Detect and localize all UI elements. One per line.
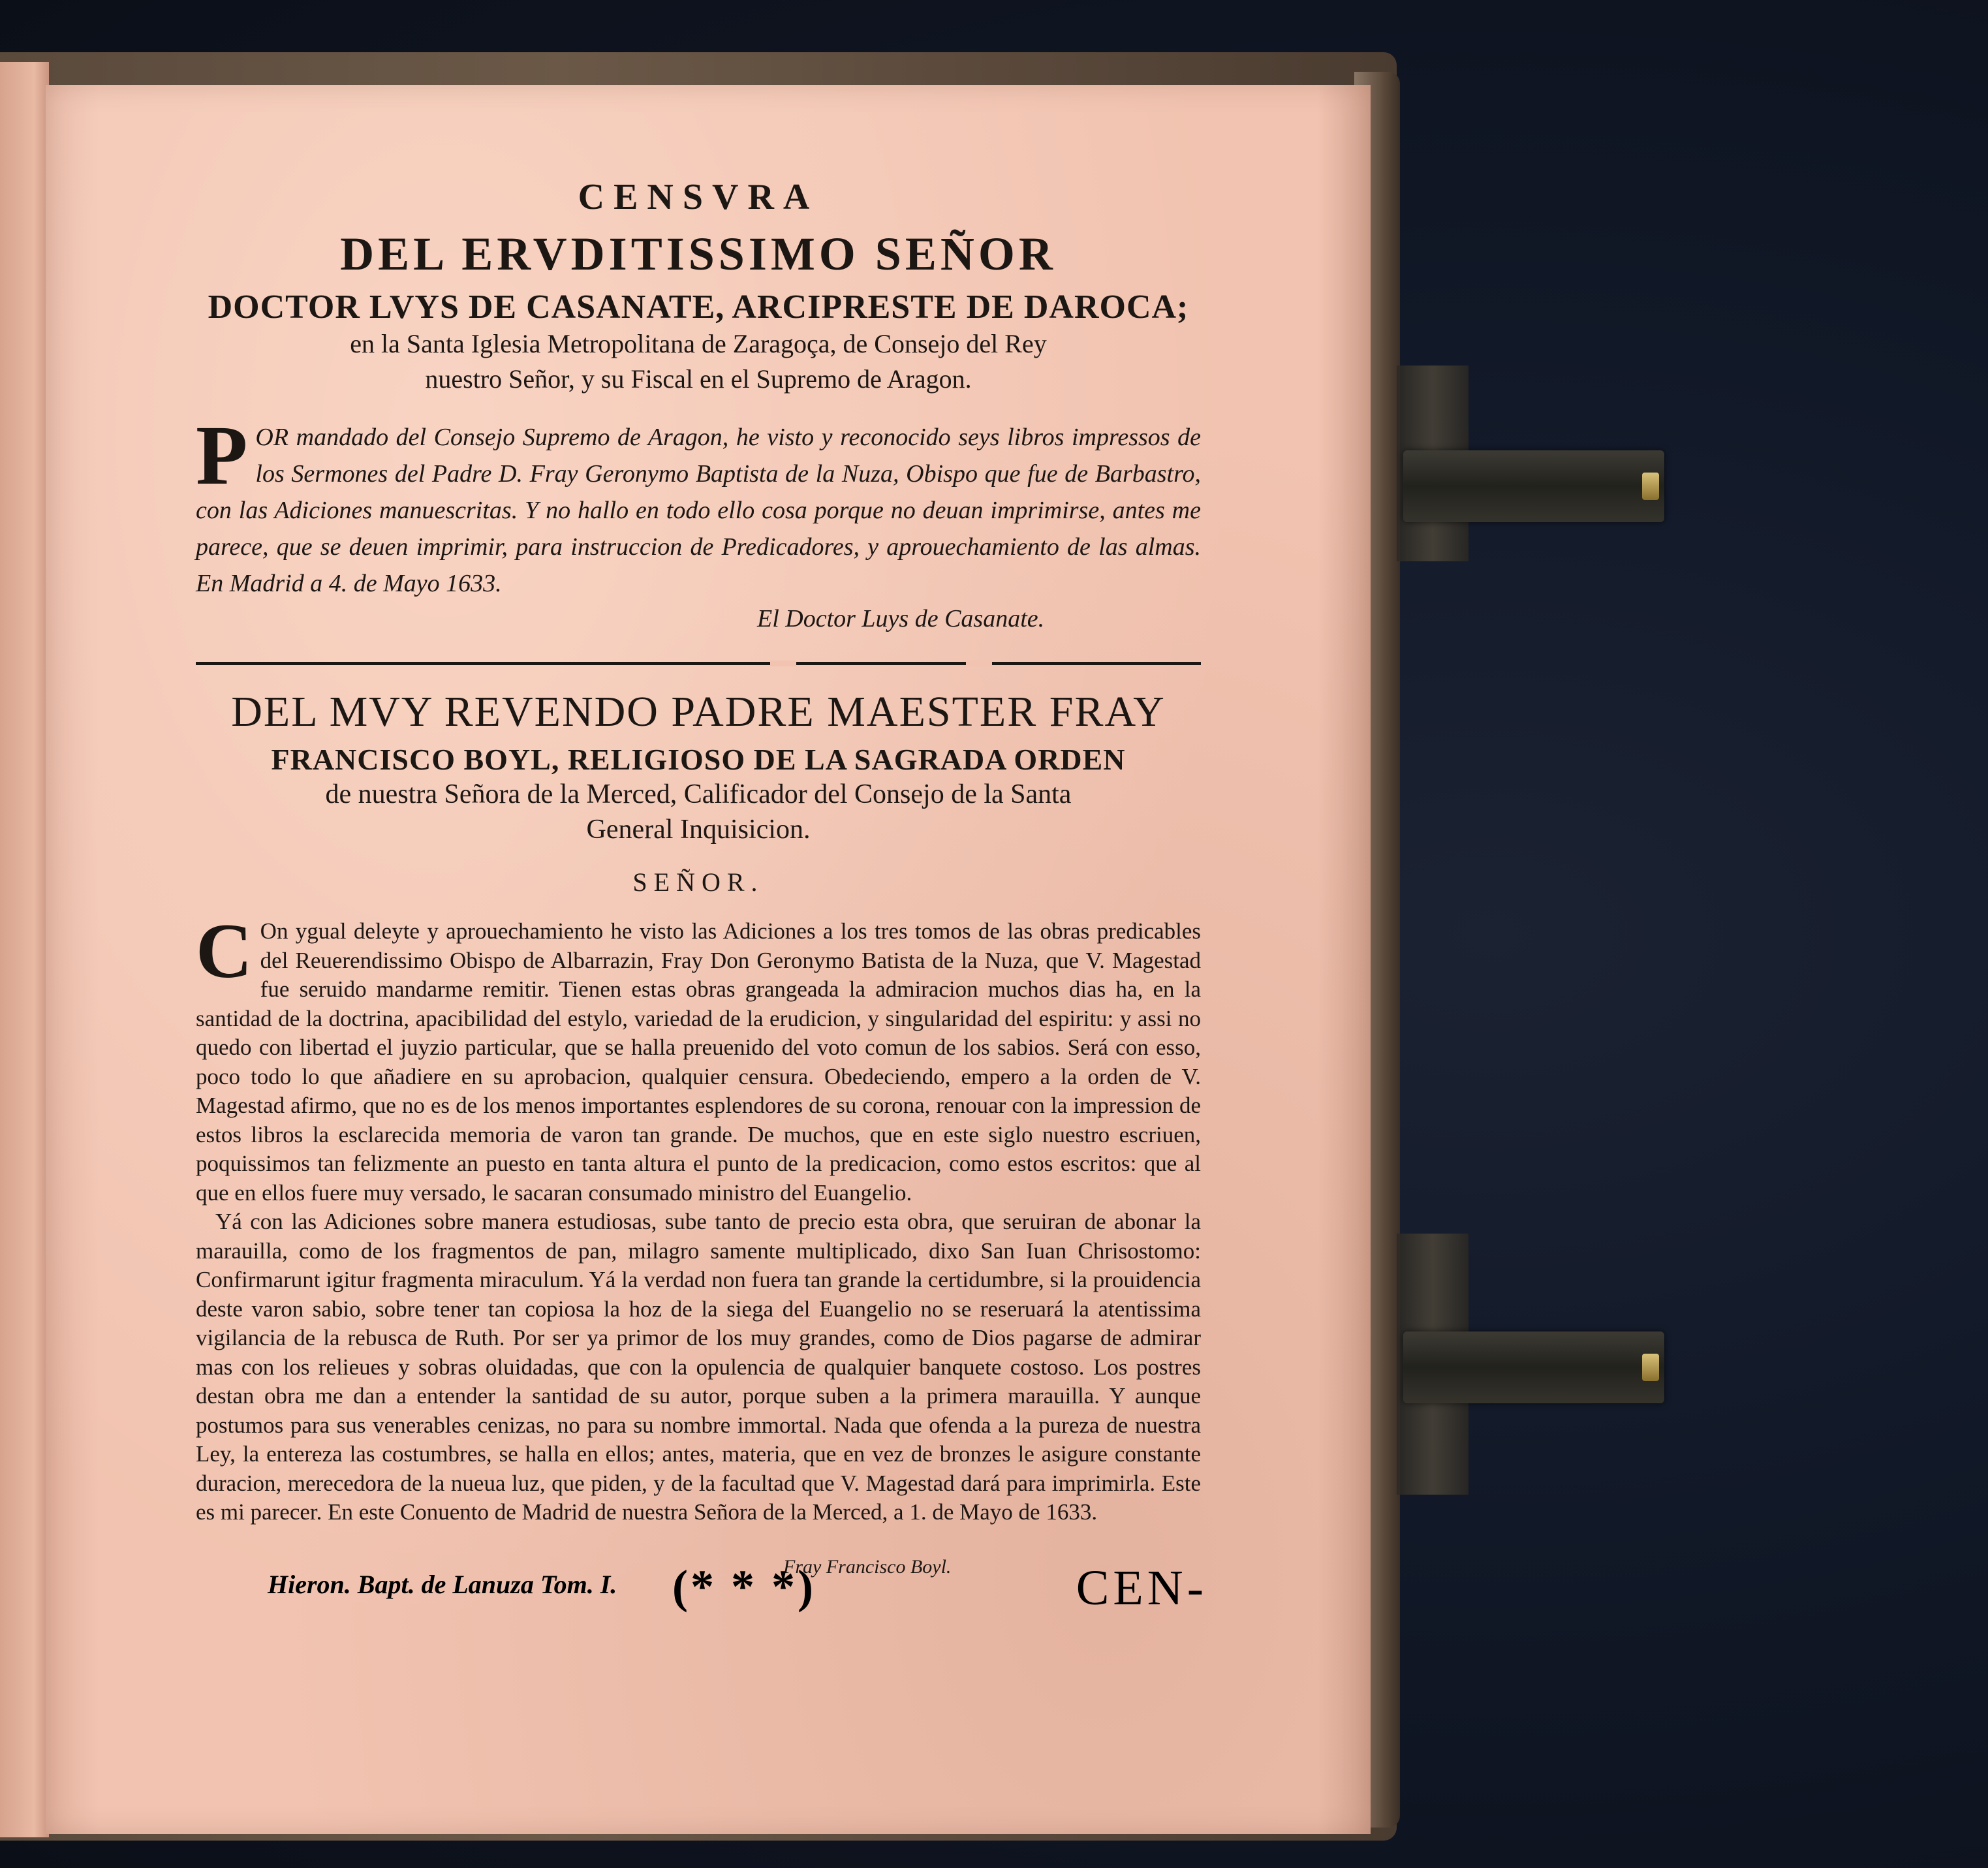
- censura-title: DEL ERVDITISSIMO SEÑOR: [340, 228, 1057, 280]
- boyl-subtitle-line-2: General Inquisicion.: [586, 815, 811, 845]
- censura-heading: CENSVRA: [578, 177, 819, 217]
- boyl-paragraph-1: [196, 907, 1201, 1207]
- boyl-paragraph-1-text: On ygual deleyte y aprouechamiento he visto las Adiciones a los tres tomos de las obras predicables del Reuerendissimo Obispo de Albarrazin, Fray Don Geronymo Batista de la Nuza, que V. Magestad fue seruido mandarme remitir. Tienen estas obras grangeada la admiracion muchos dias ha, en la santidad de la doctrina, apacibilidad del estylo, variedad de la erudicion, y singularidad del espiritu: y assi no quedo con libertad el juyzio particular, que se halla preuenido del voto comun de los sabios. Será con esso, poco todo lo que añadiere en su aprobacion, qualquier censura. Obedeciendo, empero a la orden de V. Magestad afirmo, que no es de los menos importantes esplendores de su corona, renouar con la impression de estos libros la esclarecida memoria de varon tan grande. De muchos, que en este siglo nuestro escriuen, poquissimos tan felizmente an puesto en tanta altura el punto de la predicacion, como estos escritos: que al que en ellos fuere muy versado, le sacaran consumado ministro del Euangelio.: [196, 918, 1201, 1206]
- upper-clasp-pin: [1642, 473, 1659, 500]
- catchword: CEN-: [1076, 1561, 1207, 1615]
- boyl-dropcap: C: [196, 907, 253, 994]
- censura-doctor-line: DOCTOR LVYS DE CASANATE, ARCIPRESTE DE DAROCA;: [208, 288, 1189, 326]
- lower-clasp: [1403, 1331, 1664, 1403]
- left-page-edge: [0, 62, 49, 1837]
- boyl-title: DEL MVY REVENDO PADRE MAESTER FRAY: [231, 688, 1166, 736]
- censura-subtitle-line-1: en la Santa Iglesia Metropolitana de Zaragoça, de Consejo del Rey: [350, 329, 1047, 358]
- censura-dropcap: P: [196, 409, 248, 503]
- boyl-name-line: FRANCISCO BOYL, RELIGIOSO DE LA SAGRADA ORDEN: [271, 743, 1126, 776]
- page-footer: [268, 1560, 1207, 1632]
- censura-signature: El Doctor Luys de Casanate.: [757, 605, 1045, 632]
- boyl-paragraph-2: Yá con las Adiciones sobre manera estudiosas, sube tanto de precio esta obra, que seruiran de abonar la marauilla, como de los fragmentos de pan, milagro samente multiplicado, dixo San Iuan Chrisostomo: Confirmarunt igitur fragmenta miraculum. Yá la verdad non fuera tan grande la certidumbre, si la prouidencia deste varon sabio, sobre tener tan copiosa la hoz de la siega del Euangelio no se reseruará la atentissima vigilancia de la rebusca de Ruth. Por ser ya primor de los muy grandes, como de Dios pagarse de admirar mas con los relieues y sobras oluidadas, que con la opulencia de qualquier banquete costoso. Los postres destan obra me dan a entender la santidad de su autor, porque suben a la primera marauilla. Y aunque postumos para sus venerables cenizas, no para su nombre immortal. Nada que ofenda a la pureza de nuestra Ley, la entereza las costumbres, se halla en ellos; antes, materia, que en vez de bronzes le asigure constante duracion, merecedora de la nueua luz, que piden, y de la facultad que V. Magestad dará para imprimirla. Este es mi parecer. En este Conuento de Madrid de nuestra Señora de la Merced, a 1. de Mayo de 1633.: [196, 1209, 1201, 1525]
- censura-paragraph: [196, 409, 1201, 602]
- censura-paragraph-text: OR mandado del Consejo Supremo de Aragon, he visto y reconocido seys libros impressos de los Sermones del Padre D. Fray Geronymo Baptista de la Nuza, Obispo que fue de Barbastro, con las Adiciones manuescritas. Y no hallo en todo ello cosa porque no deuan imprimirse, antes me parece, que se deuen imprimir, para instruccion de Predicadores, y aprouechamiento de las almas. En Madrid a 4. de Mayo 1633.: [196, 424, 1201, 597]
- lower-clasp-pin: [1642, 1354, 1659, 1381]
- censura-subtitle-line-2: nuestro Señor, y su Fiscal en el Supremo de Aragon.: [425, 364, 972, 394]
- running-title: Hieron. Bapt. de Lanuza Tom. I.: [268, 1570, 617, 1599]
- boyl-signature: Fray Francisco Boyl.: [783, 1555, 952, 1578]
- boyl-subtitle-line-1: de nuestra Señora de la Merced, Calificador del Consejo de la Santa: [325, 779, 1072, 809]
- section-divider-rule: [196, 662, 1201, 665]
- upper-clasp: [1403, 450, 1664, 522]
- rule-gap: [770, 661, 796, 666]
- boyl-salutation: SEÑOR.: [632, 867, 764, 897]
- page-content: [196, 163, 1201, 1578]
- rule-gap: [966, 661, 992, 666]
- signature-mark: (* * *): [672, 1561, 816, 1613]
